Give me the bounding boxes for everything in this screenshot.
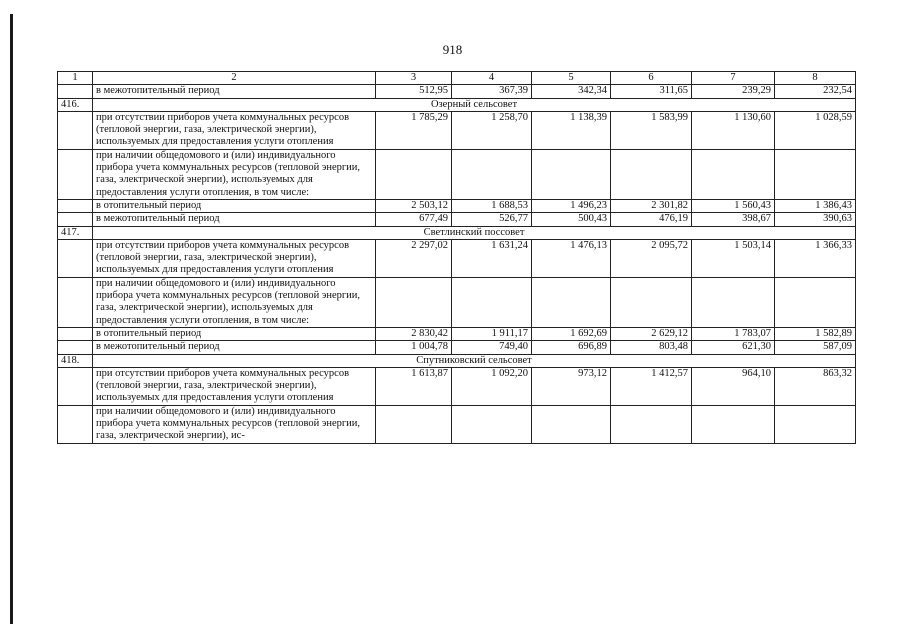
value-cell: 621,30 xyxy=(692,341,775,354)
scan-edge-shadow xyxy=(10,14,13,624)
value-cell: 1 503,14 xyxy=(692,239,775,277)
row-number xyxy=(58,85,93,98)
table-row xyxy=(58,327,856,340)
table-row xyxy=(58,199,856,212)
row-description: при наличии общедомового и (или) индивидуального прибора учета коммунальных ресурсов (тепловой энергии, газа, электрической энергии), ис- xyxy=(93,405,376,443)
value-cell: 367,39 xyxy=(452,85,532,98)
value-cell xyxy=(775,405,856,443)
section-row xyxy=(58,226,856,239)
table-row xyxy=(58,341,856,354)
value-cell xyxy=(692,405,775,443)
table-row xyxy=(58,405,856,443)
value-cell: 677,49 xyxy=(376,213,452,226)
row-description: в межотопительный период xyxy=(93,341,376,354)
row-number xyxy=(58,199,93,212)
value-cell: 1 688,53 xyxy=(452,199,532,212)
value-cell: 398,67 xyxy=(692,213,775,226)
column-header: 7 xyxy=(692,72,775,85)
value-cell: 973,12 xyxy=(532,367,611,405)
value-cell: 512,95 xyxy=(376,85,452,98)
section-title: Озерный сельсовет xyxy=(93,98,856,111)
value-cell: 1 496,23 xyxy=(532,199,611,212)
row-description: в межотопительный период xyxy=(93,213,376,226)
value-cell xyxy=(452,405,532,443)
table-row xyxy=(58,277,856,327)
row-description: в отопительный период xyxy=(93,199,376,212)
value-cell: 1 911,17 xyxy=(452,327,532,340)
value-cell: 964,10 xyxy=(692,367,775,405)
row-description: при отсутствии приборов учета коммунальных ресурсов (тепловой энергии, газа, электрической энергии), используемых для предоставления услуги отопления xyxy=(93,367,376,405)
column-header: 5 xyxy=(532,72,611,85)
table-row xyxy=(58,85,856,98)
column-header: 8 xyxy=(775,72,856,85)
table-body xyxy=(58,72,856,444)
value-cell xyxy=(532,149,611,199)
row-number xyxy=(58,277,93,327)
value-cell xyxy=(376,149,452,199)
value-cell: 390,63 xyxy=(775,213,856,226)
column-header: 2 xyxy=(93,72,376,85)
tariff-table xyxy=(57,71,856,444)
value-cell: 1 366,33 xyxy=(775,239,856,277)
value-cell xyxy=(775,149,856,199)
value-cell: 1 613,87 xyxy=(376,367,452,405)
value-cell: 2 095,72 xyxy=(611,239,692,277)
value-cell xyxy=(532,277,611,327)
section-row xyxy=(58,354,856,367)
value-cell: 526,77 xyxy=(452,213,532,226)
row-number xyxy=(58,405,93,443)
value-cell: 1 582,89 xyxy=(775,327,856,340)
section-title: Спутниковский сельсовет xyxy=(93,354,856,367)
value-cell: 2 629,12 xyxy=(611,327,692,340)
value-cell: 1 386,43 xyxy=(775,199,856,212)
value-cell: 500,43 xyxy=(532,213,611,226)
row-number: 417. xyxy=(58,226,93,239)
column-header-row xyxy=(58,72,856,85)
value-cell: 311,65 xyxy=(611,85,692,98)
row-number xyxy=(58,327,93,340)
value-cell: 1 692,69 xyxy=(532,327,611,340)
value-cell xyxy=(376,405,452,443)
value-cell xyxy=(532,405,611,443)
value-cell xyxy=(611,277,692,327)
row-description: в межотопительный период xyxy=(93,85,376,98)
row-number: 418. xyxy=(58,354,93,367)
value-cell: 476,19 xyxy=(611,213,692,226)
value-cell: 1 583,99 xyxy=(611,111,692,149)
row-description: при отсутствии приборов учета коммунальных ресурсов (тепловой энергии, газа, электрической энергии), используемых для предоставления услуги отопления xyxy=(93,239,376,277)
row-number xyxy=(58,111,93,149)
table-row xyxy=(58,213,856,226)
value-cell: 1 258,70 xyxy=(452,111,532,149)
row-number xyxy=(58,341,93,354)
value-cell: 2 503,12 xyxy=(376,199,452,212)
value-cell xyxy=(692,149,775,199)
value-cell: 1 130,60 xyxy=(692,111,775,149)
column-header: 4 xyxy=(452,72,532,85)
table-row xyxy=(58,367,856,405)
value-cell: 587,09 xyxy=(775,341,856,354)
row-number: 416. xyxy=(58,98,93,111)
value-cell: 749,40 xyxy=(452,341,532,354)
value-cell: 2 301,82 xyxy=(611,199,692,212)
row-number xyxy=(58,213,93,226)
value-cell: 1 092,20 xyxy=(452,367,532,405)
value-cell: 863,32 xyxy=(775,367,856,405)
row-description: в отопительный период xyxy=(93,327,376,340)
column-header: 3 xyxy=(376,72,452,85)
value-cell xyxy=(692,277,775,327)
value-cell: 1 028,59 xyxy=(775,111,856,149)
value-cell xyxy=(452,277,532,327)
section-row xyxy=(58,98,856,111)
row-number xyxy=(58,239,93,277)
value-cell: 239,29 xyxy=(692,85,775,98)
value-cell: 2 830,42 xyxy=(376,327,452,340)
value-cell: 1 138,39 xyxy=(532,111,611,149)
section-title: Светлинский поссовет xyxy=(93,226,856,239)
row-description: при наличии общедомового и (или) индивидуального прибора учета коммунальных ресурсов (тепловой энергии, газа, электрической энергии), используемых для предоставления услуги отопления, в том числе: xyxy=(93,277,376,327)
value-cell: 232,54 xyxy=(775,85,856,98)
column-header: 6 xyxy=(611,72,692,85)
value-cell: 1 785,29 xyxy=(376,111,452,149)
value-cell: 1 004,78 xyxy=(376,341,452,354)
value-cell: 342,34 xyxy=(532,85,611,98)
page-number: 918 xyxy=(442,42,463,57)
row-number xyxy=(58,149,93,199)
value-cell: 1 783,07 xyxy=(692,327,775,340)
value-cell xyxy=(775,277,856,327)
value-cell xyxy=(452,149,532,199)
value-cell: 1 476,13 xyxy=(532,239,611,277)
row-number xyxy=(58,367,93,405)
table-row xyxy=(58,239,856,277)
value-cell: 1 412,57 xyxy=(611,367,692,405)
table-row xyxy=(58,149,856,199)
row-description: при наличии общедомового и (или) индивидуального прибора учета коммунальных ресурсов (тепловой энергии, газа, электрической энергии), используемых для предоставления услуги отопления, в том числе: xyxy=(93,149,376,199)
column-header: 1 xyxy=(58,72,93,85)
value-cell xyxy=(611,149,692,199)
value-cell: 2 297,02 xyxy=(376,239,452,277)
table-row xyxy=(58,111,856,149)
value-cell: 803,48 xyxy=(611,341,692,354)
value-cell: 696,89 xyxy=(532,341,611,354)
value-cell xyxy=(376,277,452,327)
value-cell xyxy=(611,405,692,443)
value-cell: 1 631,24 xyxy=(452,239,532,277)
value-cell: 1 560,43 xyxy=(692,199,775,212)
row-description: при отсутствии приборов учета коммунальных ресурсов (тепловой энергии, газа, электрической энергии), используемых для предоставления услуги отопления xyxy=(93,111,376,149)
